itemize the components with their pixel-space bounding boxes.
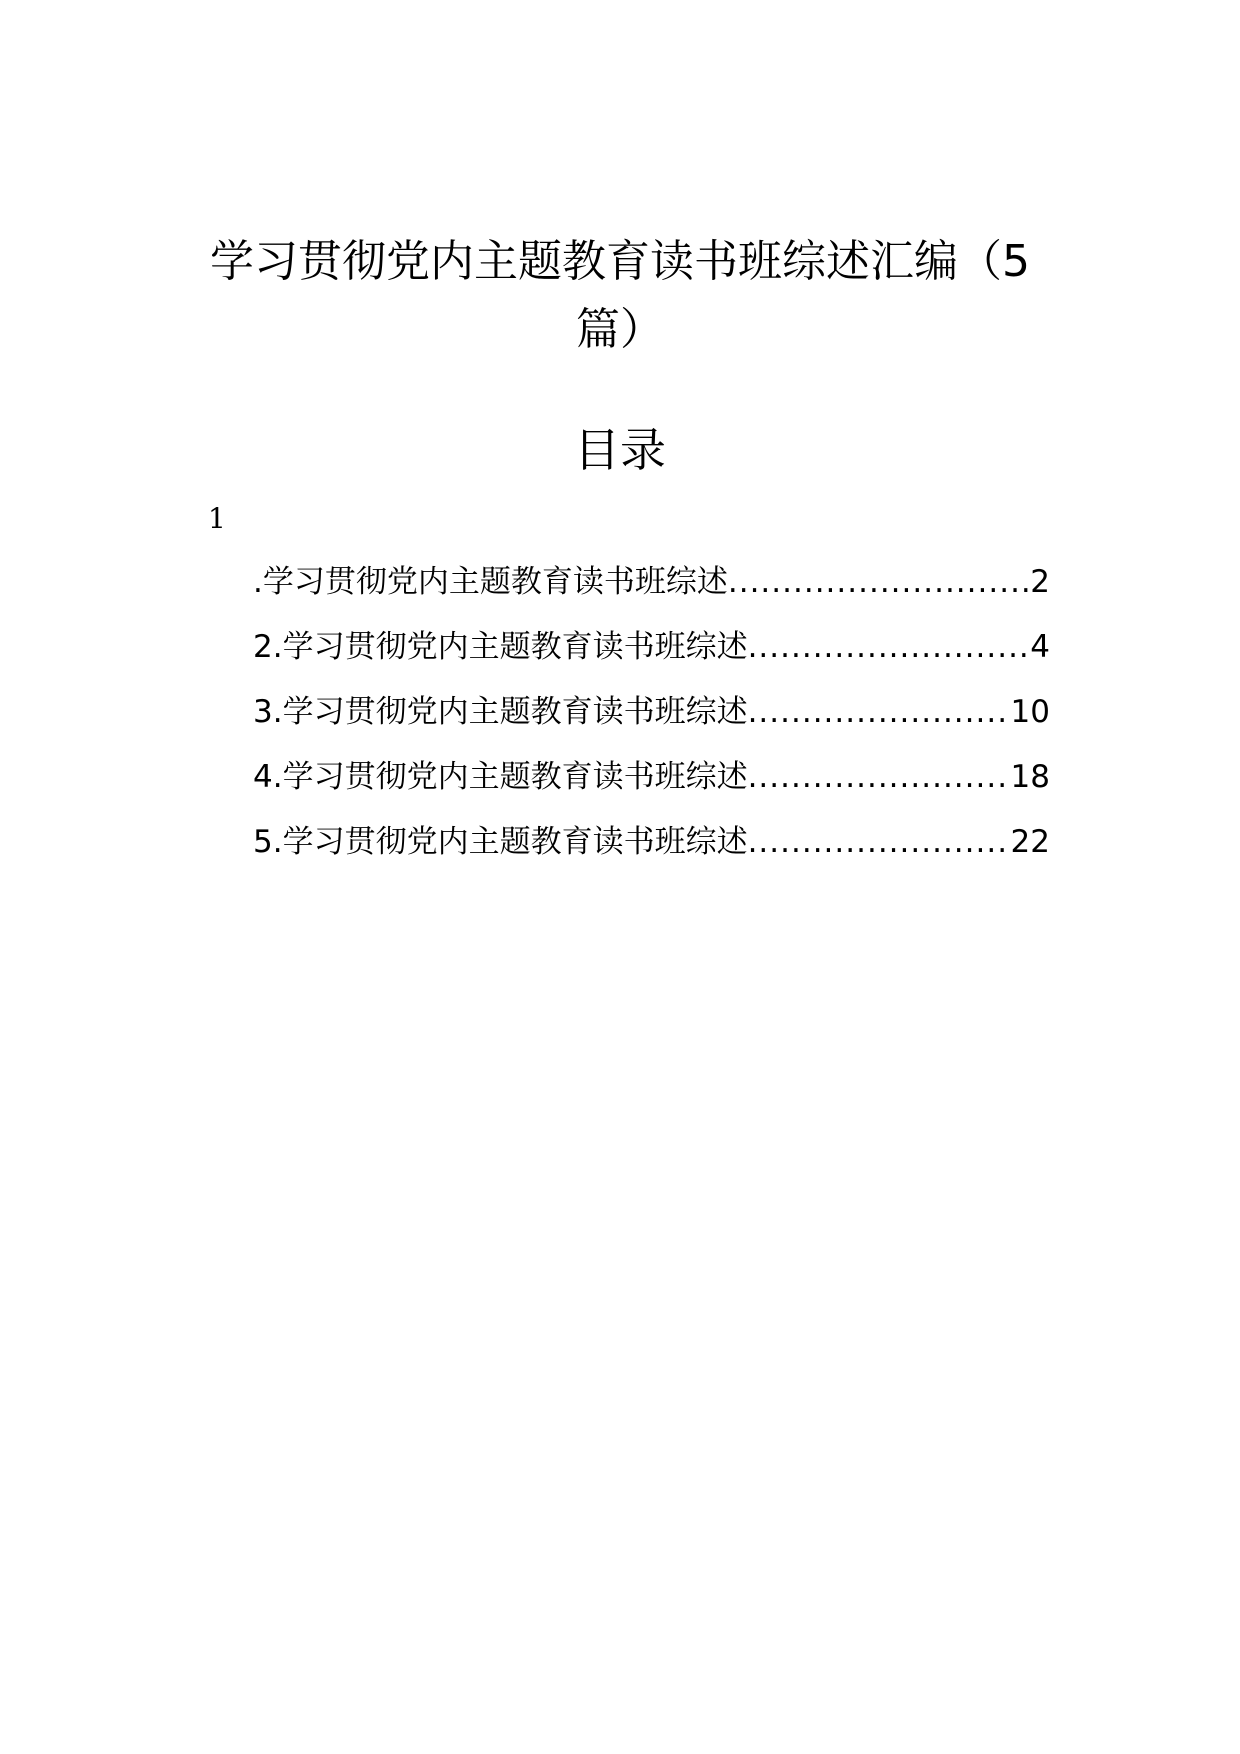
toc-entry[interactable]: [253, 822, 1050, 887]
toc-entry-page: 18: [1010, 759, 1050, 795]
toc-leader-dots: [748, 692, 1011, 732]
toc-entry-page: 4: [1030, 629, 1050, 665]
toc-entry-page: 10: [1010, 694, 1050, 730]
toc-leader-dots: [748, 822, 1011, 862]
document-title: 学习贯彻党内主题教育读书班综述汇编（5篇）: [210, 236, 1030, 355]
toc-entry-title: 2.学习贯彻党内主题教育读书班综述: [253, 629, 748, 665]
toc-leader-dots: [748, 757, 1011, 797]
toc-heading: 目录: [574, 423, 666, 477]
toc-entry[interactable]: [253, 627, 1050, 692]
toc-entry-title: 4.学习贯彻党内主题教育读书班综述: [253, 759, 748, 795]
toc-number-1: 1: [208, 502, 226, 535]
toc-list: [253, 562, 1050, 887]
toc-entry[interactable]: [253, 562, 1050, 627]
toc-entry-page: 2: [1030, 564, 1050, 600]
toc-leader-dots: [728, 562, 1030, 602]
toc-entry[interactable]: [253, 692, 1050, 757]
toc-entry-title: 5.学习贯彻党内主题教育读书班综述: [253, 824, 748, 860]
toc-entry-title: 3.学习贯彻党内主题教育读书班综述: [253, 694, 748, 730]
toc-leader-dots: [748, 627, 1031, 667]
toc-entry-title: .学习贯彻党内主题教育读书班综述: [253, 564, 728, 600]
toc-entry-page: 22: [1010, 824, 1050, 860]
toc-entry[interactable]: [253, 757, 1050, 822]
